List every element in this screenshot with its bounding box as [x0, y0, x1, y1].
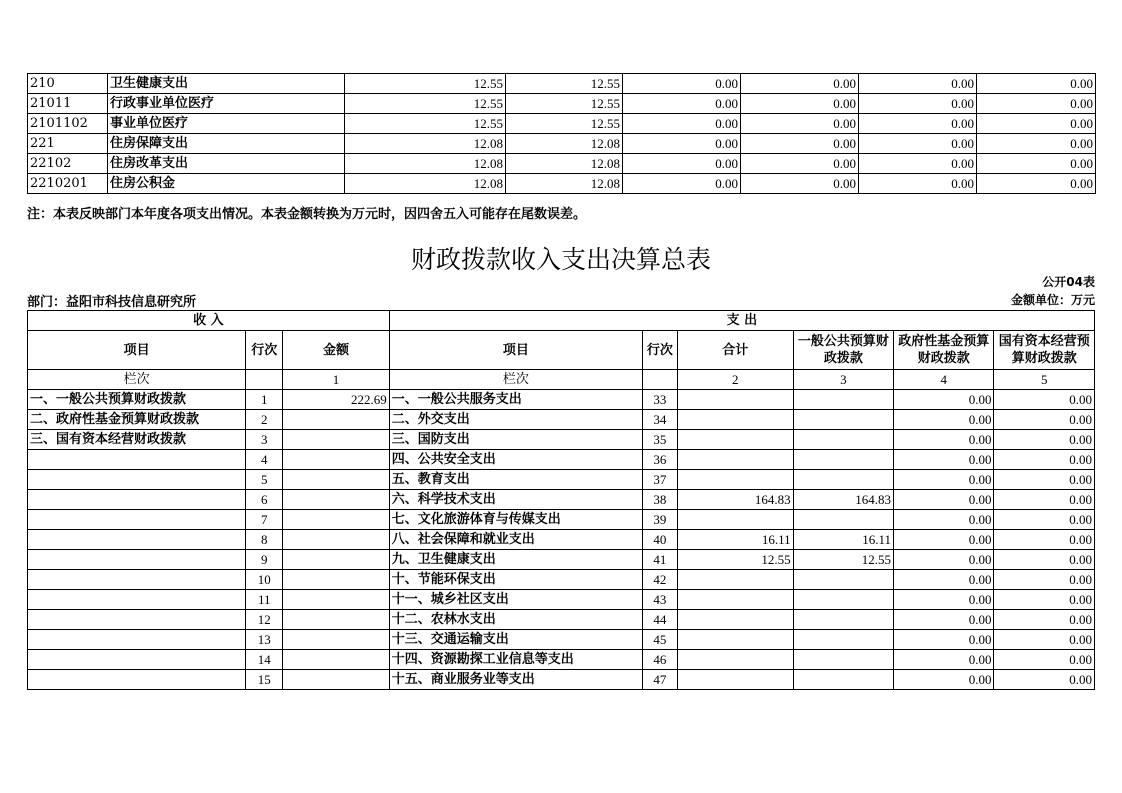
value-cell: 0.00 — [741, 114, 859, 134]
name-cell: 事业单位医疗 — [108, 114, 345, 134]
expense-general: 12.55 — [793, 550, 893, 570]
income-amount — [283, 430, 390, 450]
value-cell: 12.55 — [345, 74, 506, 94]
name-cell: 住房保障支出 — [108, 134, 345, 154]
table-row — [28, 410, 1095, 430]
code-cell: 221 — [28, 134, 108, 154]
value-cell: 0.00 — [859, 174, 977, 194]
expense-detail-table — [27, 73, 1096, 194]
expense-general — [793, 590, 893, 610]
col-num-5: 5 — [994, 370, 1095, 390]
expense-fund: 0.00 — [894, 450, 994, 470]
income-amount — [283, 450, 390, 470]
value-cell: 12.55 — [506, 114, 623, 134]
expense-general — [793, 670, 893, 690]
expense-item: 四、公共安全支出 — [389, 450, 642, 470]
income-line: 12 — [246, 610, 283, 630]
lanci-label-2: 栏次 — [389, 370, 642, 390]
income-amount — [283, 510, 390, 530]
income-item — [28, 470, 246, 490]
expense-fund: 0.00 — [894, 490, 994, 510]
value-cell: 0.00 — [741, 174, 859, 194]
income-amount — [283, 490, 390, 510]
income-amount — [283, 570, 390, 590]
value-cell: 0.00 — [741, 134, 859, 154]
income-amount — [283, 530, 390, 550]
expense-item: 十五、商业服务业等支出 — [389, 670, 642, 690]
value-cell: 0.00 — [859, 114, 977, 134]
expense-fund: 0.00 — [894, 650, 994, 670]
table-row — [28, 670, 1095, 690]
expense-general — [793, 630, 893, 650]
value-cell: 12.55 — [506, 74, 623, 94]
expense-item: 十二、农林水支出 — [389, 610, 642, 630]
income-amount — [283, 670, 390, 690]
income-amount — [283, 550, 390, 570]
expense-total — [677, 510, 793, 530]
name-cell: 住房改革支出 — [108, 154, 345, 174]
expense-total — [677, 410, 793, 430]
expense-item: 五、教育支出 — [389, 470, 642, 490]
col-exp-item: 项目 — [389, 331, 642, 370]
value-cell: 0.00 — [623, 154, 741, 174]
name-cell: 住房公积金 — [108, 174, 345, 194]
expense-total: 164.83 — [677, 490, 793, 510]
income-amount — [283, 630, 390, 650]
table-row — [28, 390, 1095, 410]
expense-fund: 0.00 — [894, 430, 994, 450]
expense-total: 12.55 — [677, 550, 793, 570]
value-cell: 12.08 — [345, 154, 506, 174]
col-soe: 国有资本经营预算财政拨款 — [994, 331, 1095, 370]
table-row — [28, 530, 1095, 550]
empty-cell — [642, 370, 677, 390]
value-cell: 0.00 — [859, 94, 977, 114]
income-line: 1 — [246, 390, 283, 410]
department-label: 部门：益阳市科技信息研究所 — [27, 295, 197, 310]
income-item — [28, 570, 246, 590]
value-cell: 0.00 — [623, 174, 741, 194]
form-number: 公开04表 — [1042, 275, 1095, 289]
column-header-row — [28, 331, 1095, 370]
value-cell: 0.00 — [859, 154, 977, 174]
expense-general — [793, 570, 893, 590]
col-line: 行次 — [246, 331, 283, 370]
expense-soe: 0.00 — [994, 570, 1095, 590]
expense-fund: 0.00 — [894, 390, 994, 410]
expense-line: 45 — [642, 630, 677, 650]
expense-line: 38 — [642, 490, 677, 510]
expense-soe: 0.00 — [994, 610, 1095, 630]
value-cell: 0.00 — [977, 134, 1096, 154]
table-row — [28, 630, 1095, 650]
income-item — [28, 550, 246, 570]
income-line: 10 — [246, 570, 283, 590]
expense-general — [793, 510, 893, 530]
value-cell: 12.55 — [506, 94, 623, 114]
value-cell: 0.00 — [859, 74, 977, 94]
table-row — [28, 550, 1095, 570]
table-row — [28, 154, 1096, 174]
income-header: 收 入 — [28, 311, 390, 331]
expense-line: 46 — [642, 650, 677, 670]
expense-general: 164.83 — [793, 490, 893, 510]
expense-soe: 0.00 — [994, 450, 1095, 470]
expense-line: 41 — [642, 550, 677, 570]
income-item — [28, 530, 246, 550]
expense-line: 39 — [642, 510, 677, 530]
expense-fund: 0.00 — [894, 670, 994, 690]
expense-item: 十一、城乡社区支出 — [389, 590, 642, 610]
expense-line: 37 — [642, 470, 677, 490]
income-line: 4 — [246, 450, 283, 470]
income-item — [28, 610, 246, 630]
expense-soe: 0.00 — [994, 390, 1095, 410]
expense-soe: 0.00 — [994, 410, 1095, 430]
expense-line: 33 — [642, 390, 677, 410]
income-item — [28, 630, 246, 650]
expense-item: 二、外交支出 — [389, 410, 642, 430]
table-row — [28, 470, 1095, 490]
value-cell: 0.00 — [741, 94, 859, 114]
expense-item: 九、卫生健康支出 — [389, 550, 642, 570]
lanci-label: 栏次 — [28, 370, 246, 390]
expense-item: 一、一般公共服务支出 — [389, 390, 642, 410]
value-cell: 0.00 — [977, 154, 1096, 174]
income-amount — [283, 470, 390, 490]
income-line: 11 — [246, 590, 283, 610]
code-cell: 2210201 — [28, 174, 108, 194]
value-cell: 12.08 — [506, 174, 623, 194]
code-cell: 210 — [28, 74, 108, 94]
col-total: 合计 — [677, 331, 793, 370]
income-item: 二、政府性基金预算财政拨款 — [28, 410, 246, 430]
income-item — [28, 590, 246, 610]
expense-fund: 0.00 — [894, 510, 994, 530]
col-amount: 金额 — [283, 331, 390, 370]
expense-general — [793, 450, 893, 470]
value-cell: 0.00 — [977, 94, 1096, 114]
expense-total — [677, 470, 793, 490]
expense-fund: 0.00 — [894, 470, 994, 490]
income-line: 2 — [246, 410, 283, 430]
value-cell: 0.00 — [623, 94, 741, 114]
expense-soe: 0.00 — [994, 490, 1095, 510]
col-num-1: 1 — [283, 370, 390, 390]
expense-general — [793, 390, 893, 410]
expense-general — [793, 410, 893, 430]
code-cell: 2101102 — [28, 114, 108, 134]
expense-soe: 0.00 — [994, 670, 1095, 690]
value-cell: 12.55 — [345, 114, 506, 134]
expense-item: 三、国防支出 — [389, 430, 642, 450]
value-cell: 0.00 — [623, 114, 741, 134]
page-title: 财政拨款收入支出决算总表 — [410, 245, 711, 274]
expense-header: 支 出 — [389, 311, 1094, 331]
income-line: 15 — [246, 670, 283, 690]
expense-total — [677, 610, 793, 630]
expense-general — [793, 650, 893, 670]
table-row — [28, 650, 1095, 670]
expense-item: 十三、交通运输支出 — [389, 630, 642, 650]
expense-total — [677, 650, 793, 670]
expense-line: 36 — [642, 450, 677, 470]
value-cell: 12.08 — [506, 134, 623, 154]
expense-total: 16.11 — [677, 530, 793, 550]
income-line: 5 — [246, 470, 283, 490]
value-cell: 0.00 — [977, 174, 1096, 194]
expense-general: 16.11 — [793, 530, 893, 550]
col-general: 一般公共预算财政拨款 — [793, 331, 893, 370]
income-item — [28, 450, 246, 470]
expense-soe: 0.00 — [994, 470, 1095, 490]
income-item: 三、国有资本经营财政拨款 — [28, 430, 246, 450]
col-num-4: 4 — [894, 370, 994, 390]
expense-fund: 0.00 — [894, 610, 994, 630]
income-line: 7 — [246, 510, 283, 530]
table-row — [28, 590, 1095, 610]
code-cell: 21011 — [28, 94, 108, 114]
col-num-3: 3 — [793, 370, 893, 390]
expense-item: 十、节能环保支出 — [389, 570, 642, 590]
fiscal-summary-table — [27, 310, 1095, 690]
expense-fund: 0.00 — [894, 410, 994, 430]
column-number-row — [28, 370, 1095, 390]
expense-line: 44 — [642, 610, 677, 630]
code-cell: 22102 — [28, 154, 108, 174]
income-line: 6 — [246, 490, 283, 510]
expense-line: 42 — [642, 570, 677, 590]
income-line: 13 — [246, 630, 283, 650]
expense-general — [793, 430, 893, 450]
income-item — [28, 510, 246, 530]
income-amount — [283, 410, 390, 430]
expense-item: 八、社会保障和就业支出 — [389, 530, 642, 550]
expense-line: 40 — [642, 530, 677, 550]
income-amount — [283, 590, 390, 610]
expense-total — [677, 430, 793, 450]
value-cell: 12.08 — [345, 134, 506, 154]
unit-label: 金额单位：万元 — [1010, 293, 1095, 307]
income-amount — [283, 650, 390, 670]
value-cell: 12.08 — [506, 154, 623, 174]
expense-line: 35 — [642, 430, 677, 450]
col-item: 项目 — [28, 331, 246, 370]
expense-fund: 0.00 — [894, 550, 994, 570]
col-fund: 政府性基金预算财政拨款 — [894, 331, 994, 370]
income-item — [28, 490, 246, 510]
income-amount — [283, 610, 390, 630]
expense-soe: 0.00 — [994, 550, 1095, 570]
table-row — [28, 114, 1096, 134]
expense-fund: 0.00 — [894, 590, 994, 610]
income-item — [28, 650, 246, 670]
table-row — [28, 510, 1095, 530]
value-cell: 0.00 — [623, 74, 741, 94]
expense-item: 十四、资源勘探工业信息等支出 — [389, 650, 642, 670]
expense-line: 34 — [642, 410, 677, 430]
income-amount: 222.69 — [283, 390, 390, 410]
expense-line: 47 — [642, 670, 677, 690]
table-row — [28, 490, 1095, 510]
income-item — [28, 670, 246, 690]
name-cell: 卫生健康支出 — [108, 74, 345, 94]
expense-total — [677, 630, 793, 650]
name-cell: 行政事业单位医疗 — [108, 94, 345, 114]
section-header-row — [28, 311, 1095, 331]
table-note: 注：本表反映部门本年度各项支出情况。本表金额转换为万元时，因四舍五入可能存在尾数误差。 — [27, 207, 587, 222]
income-line: 8 — [246, 530, 283, 550]
expense-general — [793, 610, 893, 630]
expense-total — [677, 570, 793, 590]
income-item: 一、一般公共预算财政拨款 — [28, 390, 246, 410]
expense-soe: 0.00 — [994, 650, 1095, 670]
expense-general — [793, 470, 893, 490]
expense-fund: 0.00 — [894, 570, 994, 590]
value-cell: 0.00 — [977, 74, 1096, 94]
expense-soe: 0.00 — [994, 590, 1095, 610]
expense-total — [677, 670, 793, 690]
value-cell: 12.08 — [345, 174, 506, 194]
value-cell: 0.00 — [977, 114, 1096, 134]
value-cell: 0.00 — [623, 134, 741, 154]
expense-soe: 0.00 — [994, 510, 1095, 530]
expense-soe: 0.00 — [994, 630, 1095, 650]
table-row — [28, 174, 1096, 194]
table-row — [28, 74, 1096, 94]
empty-cell — [246, 370, 283, 390]
table-row — [28, 134, 1096, 154]
expense-soe: 0.00 — [994, 530, 1095, 550]
table-row — [28, 430, 1095, 450]
income-line: 3 — [246, 430, 283, 450]
expense-fund: 0.00 — [894, 630, 994, 650]
col-exp-line: 行次 — [642, 331, 677, 370]
expense-total — [677, 390, 793, 410]
value-cell: 12.55 — [345, 94, 506, 114]
table-row — [28, 570, 1095, 590]
expense-line: 43 — [642, 590, 677, 610]
table-row — [28, 94, 1096, 114]
expense-item: 六、科学技术支出 — [389, 490, 642, 510]
value-cell: 0.00 — [741, 154, 859, 174]
expense-soe: 0.00 — [994, 430, 1095, 450]
expense-item: 七、文化旅游体育与传媒支出 — [389, 510, 642, 530]
expense-total — [677, 450, 793, 470]
expense-fund: 0.00 — [894, 530, 994, 550]
income-line: 9 — [246, 550, 283, 570]
table-row — [28, 610, 1095, 630]
value-cell: 0.00 — [741, 74, 859, 94]
table-row — [28, 450, 1095, 470]
col-num-2: 2 — [677, 370, 793, 390]
income-line: 14 — [246, 650, 283, 670]
expense-total — [677, 590, 793, 610]
value-cell: 0.00 — [859, 134, 977, 154]
